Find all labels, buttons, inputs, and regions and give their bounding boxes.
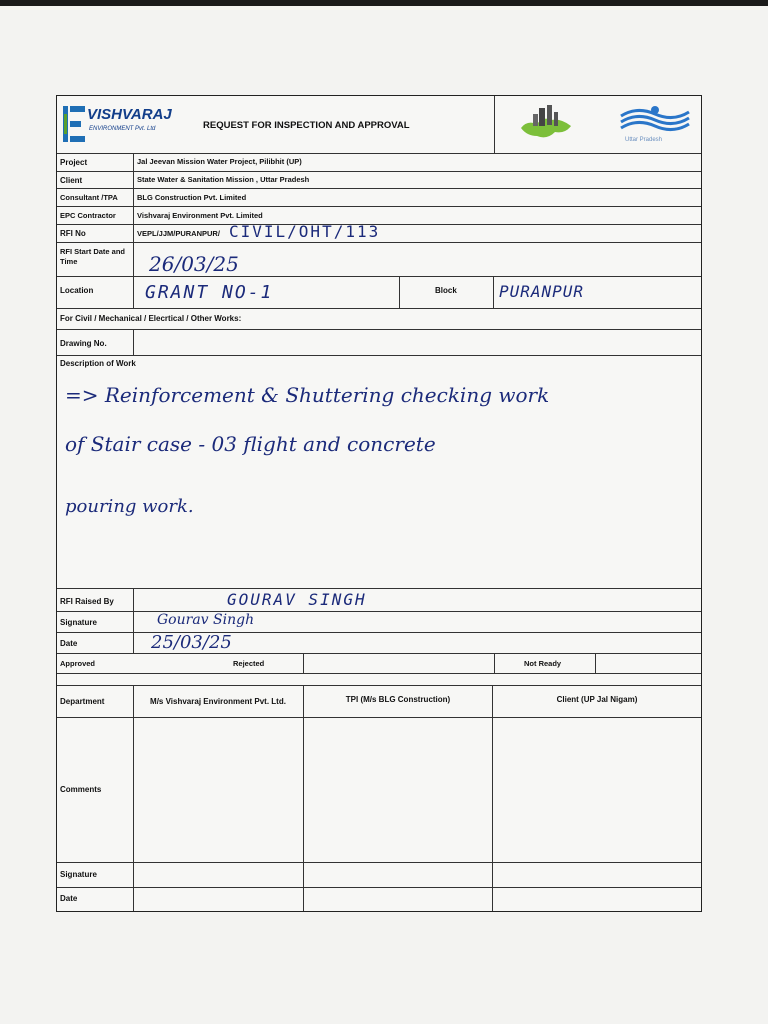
approval-signature-label: Signature (60, 870, 97, 879)
rfi-no-handwritten: CIVIL/OHT/113 (229, 222, 381, 241)
approval-date-label: Date (60, 894, 78, 903)
location-label: Location (60, 286, 94, 295)
consultant-value: BLG Construction Pvt. Limited (137, 193, 247, 202)
department-label: Department (60, 697, 105, 706)
company-name: VISHVARAJ (87, 106, 172, 123)
swsm-logo-text: Uttar Pradesh (625, 137, 663, 143)
drawing-label: Drawing No. (60, 339, 107, 348)
description-line-3: pouring work. (65, 496, 194, 517)
raised-by-label: RFI Raised By (60, 597, 114, 606)
description-label: Description of Work (60, 359, 136, 368)
swsm-logo (617, 102, 693, 146)
consultant-label: Consultant /TPA (60, 193, 118, 202)
project-label: Project (60, 158, 88, 167)
col-tpi: TPI (M/s BLG Construction) (345, 695, 451, 704)
rfi-no-label: RFI No (60, 229, 86, 238)
signature-label: Signature (60, 618, 97, 627)
location-value: GRANT NO-1 (145, 282, 274, 303)
project-value: Jal Jeevan Mission Water Project, Pilibhit (UP) (137, 157, 302, 166)
water-mission-logo-icon (617, 102, 693, 136)
block-label: Block (435, 286, 457, 295)
form-title: REQUEST FOR INSPECTION AND APPROVAL (203, 120, 410, 131)
block-value: PURANPUR (499, 282, 585, 301)
date-label: Date (60, 639, 78, 648)
comments-label: Comments (60, 785, 102, 794)
epc-value: Vishvaraj Environment Pvt. Limited (137, 211, 263, 220)
vishvaraj-logo-icon (61, 104, 87, 144)
rfi-form (56, 95, 702, 912)
scan-top-border (0, 0, 768, 6)
description-line-2: of Stair case - 03 flight and concrete (65, 432, 436, 456)
approved-label: Approved (60, 659, 96, 668)
rfi-start-value: 26/03/25 (149, 252, 239, 276)
not-ready-label: Not Ready (524, 659, 562, 668)
raised-by-value: GOURAV SINGH (227, 590, 367, 609)
epc-label: EPC Contractor (60, 211, 116, 220)
company-sub: ENVIRONMENT Pvt. Ltd (89, 126, 156, 132)
works-label: For Civil / Mechanical / Elecrtical / Other Works: (60, 314, 242, 323)
description-line-1: => Reinforcement & Shuttering checking work (65, 383, 550, 407)
rejected-label: Rejected (233, 659, 265, 668)
client-value: State Water & Sanitation Mission , Uttar Pradesh (137, 175, 310, 184)
company-logo (61, 102, 172, 146)
rfi-start-label: RFI Start Date and Time (60, 247, 126, 266)
jjm-logo (517, 102, 577, 144)
date-value: 25/03/25 (151, 632, 232, 653)
col-vishvaraj: M/s Vishvaraj Environment Pvt. Ltd. (150, 697, 286, 706)
signature-value: Gourav Singh (157, 612, 255, 628)
rfi-no-prefix: VEPL/JJM/PURANPUR/ (137, 229, 220, 238)
col-client: Client (UP Jal Nigam) (556, 695, 638, 704)
state-map-logo-icon (517, 102, 577, 144)
client-label: Client (60, 176, 83, 185)
